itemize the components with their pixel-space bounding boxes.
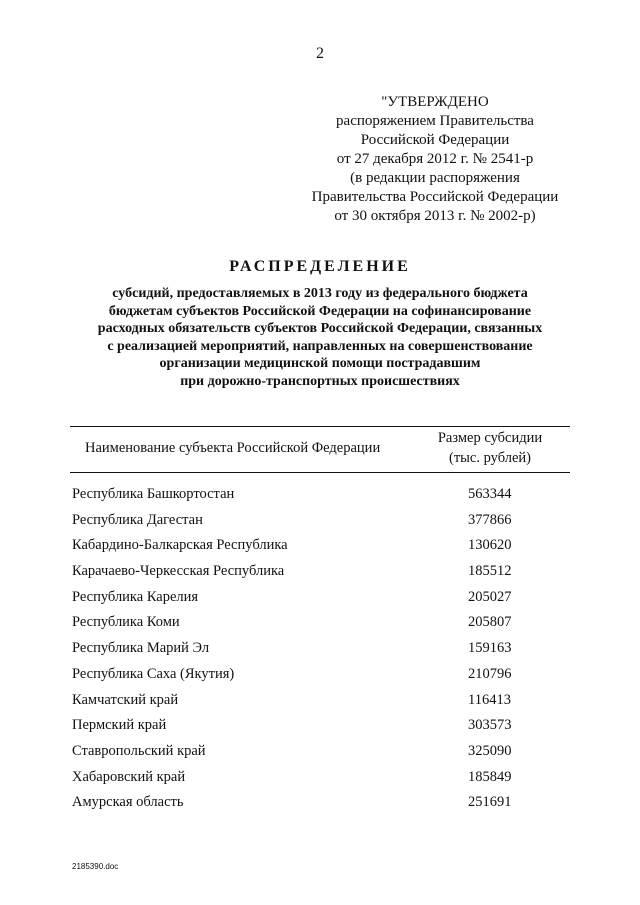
region-name: Республика Дагестан — [72, 511, 203, 528]
table-row — [72, 589, 572, 615]
table-row — [72, 666, 572, 692]
subsidy-amount: 325090 — [468, 742, 512, 759]
region-name: Республика Саха (Якутия) — [72, 665, 235, 682]
region-name: Пермский край — [72, 717, 167, 734]
approval-line: (в редакции распоряжения — [350, 170, 520, 186]
subsidy-amount: 563344 — [468, 486, 512, 502]
table-top-rule — [70, 426, 570, 427]
region-name: Амурская область — [72, 794, 184, 811]
approval-line: Российской Федерации — [360, 132, 510, 148]
page-number: 2 — [316, 45, 324, 62]
approval-line: "УТВЕРЖДЕНО — [381, 94, 489, 110]
subsidy-amount: 377866 — [468, 511, 512, 528]
subsidy-amount: 251691 — [468, 794, 512, 811]
document-title: РАСПРЕДЕЛЕНИЕ — [229, 258, 411, 275]
approval-stamp — [300, 93, 570, 226]
subsidy-amount: 185849 — [468, 768, 512, 785]
region-name: Кабардино-Балкарская Республика — [72, 537, 288, 554]
subtitle-line: при дорожно-транспортных происшествиях — [180, 373, 460, 389]
table-row — [72, 537, 572, 563]
region-name: Республика Карелия — [72, 588, 199, 605]
column-header-amount-line1: Размер субсидии — [437, 430, 543, 446]
region-name: Республика Марий Эл — [72, 640, 210, 657]
region-name: Карачаево-Черкесская Республика — [72, 563, 285, 580]
subsidy-amount: 205027 — [468, 588, 512, 605]
subsidy-amount: 210796 — [468, 665, 512, 682]
table-row — [72, 717, 572, 743]
subsidy-amount: 116413 — [468, 691, 511, 708]
subtitle-line: с реализацией мероприятий, направленных на совершенствование — [107, 338, 533, 354]
approval-line: распоряжением Правительства — [336, 113, 534, 129]
approval-line: от 27 декабря 2012 г. № 2541-р — [336, 151, 534, 167]
approval-line: от 30 октября 2013 г. № 2002-р) — [334, 208, 536, 224]
column-header-amount-line2: (тыс. рублей) — [449, 450, 531, 466]
table-row — [72, 640, 572, 666]
subsidy-amount: 303573 — [468, 717, 512, 734]
subtitle-line: субсидий, предоставляемых в 2013 году из федерального бюджета — [112, 286, 528, 301]
document-subtitle — [60, 285, 580, 390]
column-header-name: Наименование субъекта Российской Федерации — [85, 440, 381, 456]
subsidy-amount: 205807 — [468, 614, 512, 631]
table-header-rule — [70, 472, 570, 473]
table-row — [72, 769, 572, 795]
column-header-amount — [425, 428, 555, 468]
table-row — [72, 614, 572, 640]
table-row — [72, 512, 572, 538]
region-name: Республика Башкортостан — [72, 486, 235, 502]
approval-line: Правительства Российской Федерации — [311, 189, 559, 205]
table-row — [72, 794, 572, 820]
region-name: Хабаровский край — [72, 768, 186, 785]
table-row — [72, 563, 572, 589]
file-name-footer: 2185390.doc — [72, 862, 119, 871]
region-name: Республика Коми — [72, 614, 180, 631]
region-name: Камчатский край — [72, 691, 179, 708]
subtitle-line: организации медицинской помощи пострадавшим — [159, 356, 481, 371]
table-row — [72, 743, 572, 769]
region-name: Ставропольский край — [72, 742, 206, 759]
subsidy-amount: 159163 — [468, 640, 512, 657]
table-row — [72, 486, 572, 512]
table-body — [72, 486, 572, 820]
subtitle-line: расходных обязательств субъектов Российской Федерации, связанных — [97, 321, 543, 336]
table-row — [72, 692, 572, 718]
subsidy-amount: 185512 — [468, 563, 512, 580]
subsidy-amount: 130620 — [468, 537, 512, 554]
subtitle-line: бюджетам субъектов Российской Федерации на софинансирование — [108, 303, 532, 319]
